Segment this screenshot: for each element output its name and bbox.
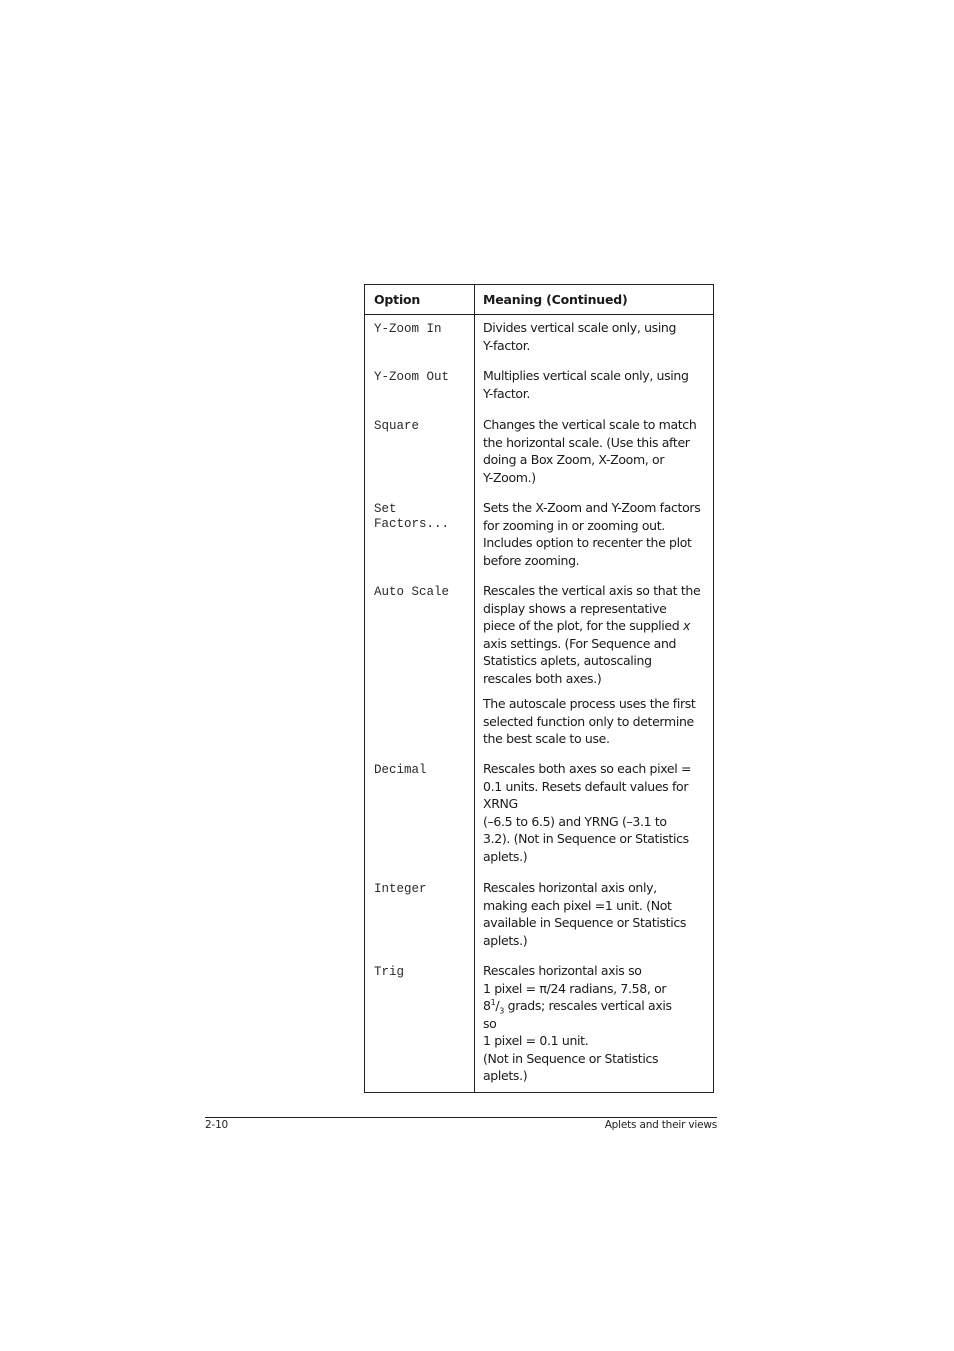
option-integer: Integer xyxy=(374,882,427,896)
option-trig: Trig xyxy=(374,965,405,979)
footer-rule xyxy=(205,1117,717,1118)
option-set-factors: Set Factors... xyxy=(374,502,450,531)
meaning-auto-scale-note: The autoscale process uses the first selected function only to determine the best scale to use. xyxy=(483,696,696,746)
option-square: Square xyxy=(374,419,420,433)
meaning-auto-scale: Rescales the vertical axis so that the display shows a representative piece of the plot, for the supplied x axis settings. (For Sequence and Statistics aplets, autoscaling rescales both axes.) xyxy=(483,583,701,686)
meaning-y-zoom-in: Divides vertical scale only, using Y-factor. xyxy=(483,320,677,353)
option-auto-scale: Auto Scale xyxy=(374,585,450,599)
section-title: Aplets and their views xyxy=(604,1119,717,1131)
meaning-y-zoom-out: Multiplies vertical scale only, using Y-factor. xyxy=(483,368,689,401)
header-meaning: Meaning (Continued) xyxy=(483,292,628,307)
meaning-trig: Rescales horizontal axis so 1 pixel = π/24 radians, 7.58, or $8^1/_3$ grads; rescales vertical axis so 1 pixel = 0.1 unit. (Not in Sequence or Statistics aplets.) xyxy=(483,962,711,1085)
header-rule xyxy=(365,314,713,315)
option-decimal: Decimal xyxy=(374,763,427,777)
trig-fraction-line: $8^1/_3$ grads; rescales vertical axis xyxy=(483,997,672,1016)
zoom-options-table xyxy=(364,284,714,1093)
meaning-integer: Rescales horizontal axis only, making each pixel =1 unit. (Not available in Sequence or Statistics aplets.) xyxy=(483,880,687,948)
meaning-square: Changes the vertical scale to match the horizontal scale. (Use this after doing a Box Zoom, X-Zoom, or Y-Zoom.) xyxy=(483,417,697,485)
header-option: Option xyxy=(374,292,421,307)
column-separator xyxy=(474,285,475,1092)
option-y-zoom-in: Y-Zoom In xyxy=(374,322,442,336)
page-number: 2-10 xyxy=(205,1119,229,1131)
meaning-decimal: Rescales both axes so each pixel = 0.1 units. Resets default values for XRNG (–6.5 to 6.5) and YRNG (–3.1 to 3.2). (Not in Sequence or Statistics aplets.) xyxy=(483,761,692,864)
meaning-set-factors: Sets the X-Zoom and Y-Zoom factors for zooming in or zooming out. Includes option to recenter the plot before zooming. xyxy=(483,500,701,568)
option-y-zoom-out: Y-Zoom Out xyxy=(374,370,450,384)
